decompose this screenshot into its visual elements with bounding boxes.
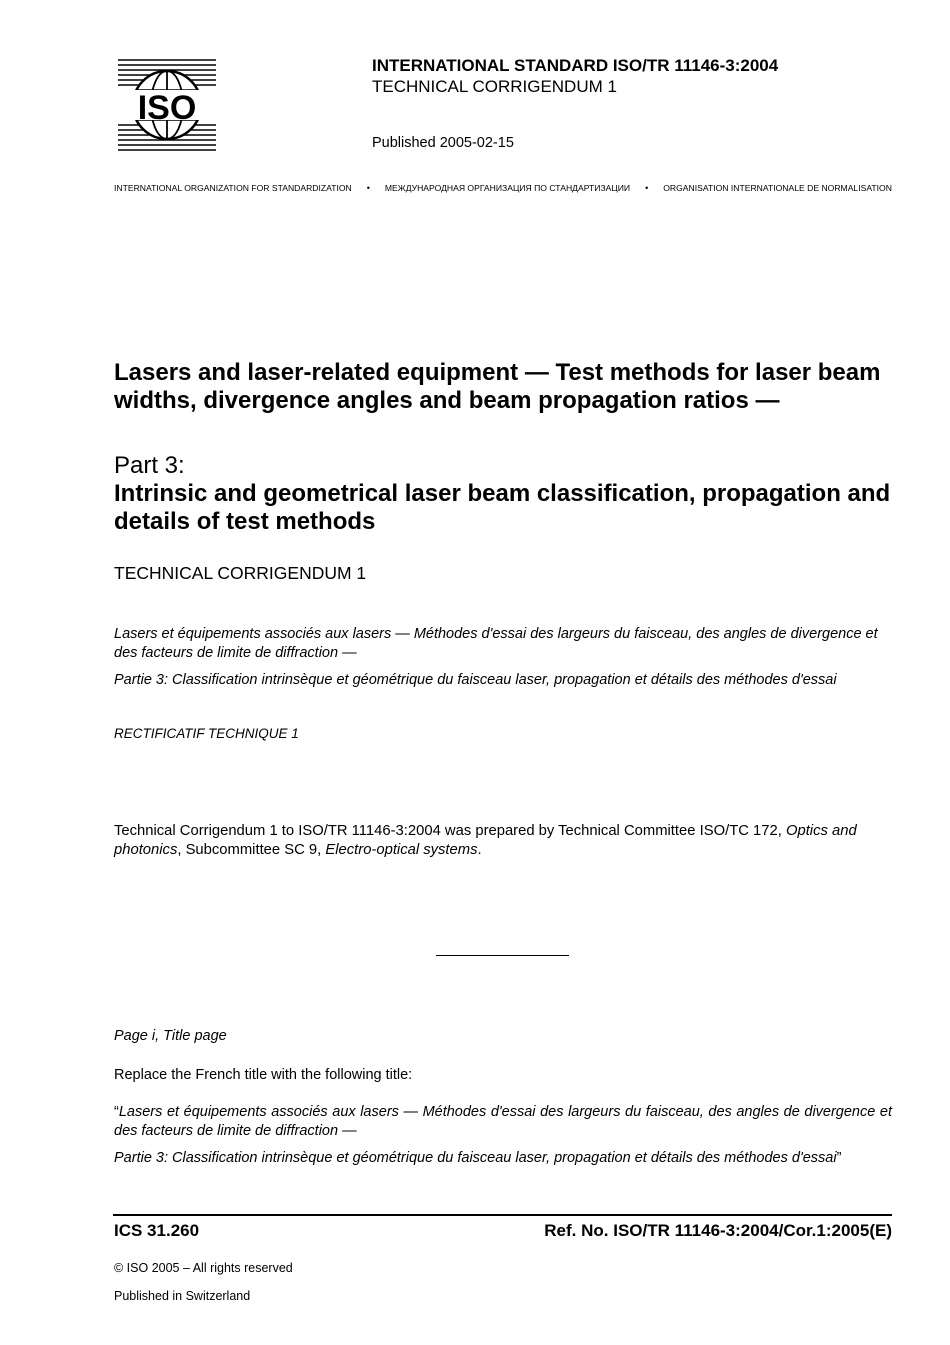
separator-dot: • bbox=[645, 183, 649, 193]
open-quote: “ bbox=[114, 1104, 119, 1120]
organization-line bbox=[114, 183, 892, 193]
document-title: Lasers and laser-related equipment — Test methods for laser beam widths, divergence angles and beam propagation ratios — bbox=[114, 359, 881, 414]
prep-text-1: Technical Corrigendum 1 to ISO/TR 11146-3:2004 was prepared by Technical Committee ISO/TC 172, bbox=[114, 823, 786, 839]
published-in: Published in Switzerland bbox=[114, 1289, 251, 1303]
replacement-part-title bbox=[114, 1149, 892, 1168]
french-title: Lasers et équipements associés aux lasers — Méthodes d'essai des largeurs du faisceau, des angles de divergence et des facteurs de limite de diffraction — bbox=[114, 626, 878, 661]
replacement-title bbox=[114, 1103, 892, 1140]
french-part-title: Partie 3: Classification intrinsèque et géométrique du faisceau laser, propagation et détails des méthodes d'essai bbox=[114, 672, 837, 688]
ics-code: ICS 31.260 bbox=[114, 1221, 200, 1240]
org-name-french: ORGANISATION INTERNATIONALE DE NORMALISATION bbox=[663, 183, 892, 193]
part-title: Intrinsic and geometrical laser beam classification, propagation and details of test methods bbox=[114, 480, 891, 535]
reference-number: Ref. No. ISO/TR 11146-3:2004/Cor.1:2005(E) bbox=[544, 1221, 892, 1240]
preparation-statement bbox=[114, 822, 894, 860]
replace-instruction: Replace the French title with the following title: bbox=[114, 1067, 413, 1083]
copyright-notice: © ISO 2005 – All rights reserved bbox=[114, 1261, 293, 1275]
org-name-english: INTERNATIONAL ORGANIZATION FOR STANDARDIZATION bbox=[114, 183, 352, 193]
replacement-part-text: Partie 3: Classification intrinsèque et géométrique du faisceau laser, propagation et détails des méthodes d'essai bbox=[114, 1150, 837, 1166]
page-reference: Page i, Title page bbox=[114, 1028, 227, 1044]
standard-title: INTERNATIONAL STANDARD ISO/TR 11146-3:2004 bbox=[372, 56, 779, 75]
subcommittee-name: Electro-optical systems bbox=[325, 842, 478, 858]
prep-text-2: , Subcommittee SC 9, bbox=[177, 842, 326, 858]
replacement-title-text: Lasers et équipements associés aux lasers — Méthodes d'essai des largeurs du faisceau, des angles de divergence et des facteurs de limite de diffraction — bbox=[114, 1104, 892, 1139]
published-date: Published 2005-02-15 bbox=[372, 135, 514, 151]
footer-rule bbox=[113, 1214, 892, 1216]
prep-text-3: . bbox=[477, 842, 482, 858]
iso-logo bbox=[118, 58, 216, 152]
standard-subtitle: TECHNICAL CORRIGENDUM 1 bbox=[372, 77, 617, 96]
section-divider bbox=[436, 955, 569, 956]
separator-dot: • bbox=[366, 183, 370, 193]
part-label: Part 3: bbox=[114, 452, 185, 479]
iso-logo-text: ISO bbox=[137, 89, 197, 127]
corrigendum-label: TECHNICAL CORRIGENDUM 1 bbox=[114, 563, 367, 583]
close-quote: ” bbox=[836, 1150, 842, 1166]
committee-name: Optics and photonics bbox=[114, 823, 857, 858]
french-corrigendum-label: RECTIFICATIF TECHNIQUE 1 bbox=[114, 726, 299, 741]
org-name-russian: МЕЖДУНАРОДНАЯ ОРГАНИЗАЦИЯ ПО СТАНДАРТИЗАЦИИ bbox=[384, 183, 631, 193]
